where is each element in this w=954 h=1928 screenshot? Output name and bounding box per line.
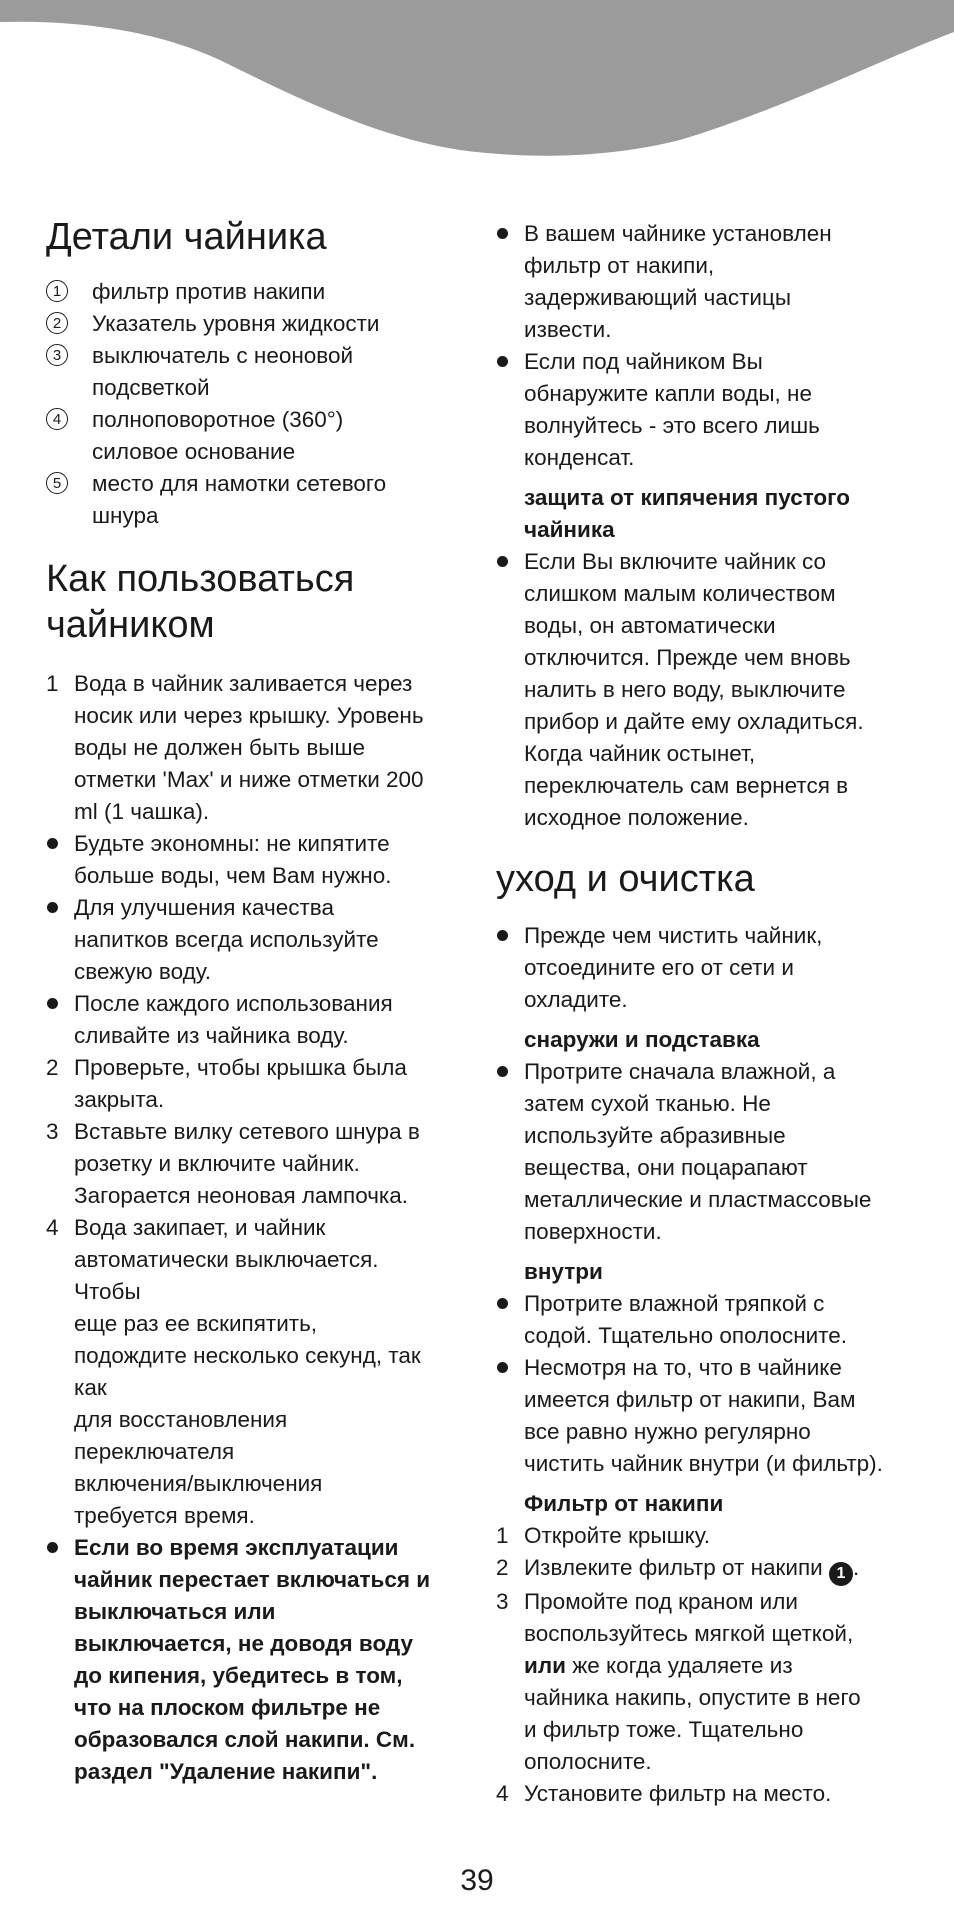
item-line: задерживающий частицы xyxy=(524,285,792,310)
parts-item-line: подсветкой xyxy=(92,375,210,400)
item-line: Вставьте вилку сетевого шнура в xyxy=(74,1119,420,1144)
numbered-item xyxy=(46,668,464,828)
parts-title: Детали чайника xyxy=(46,216,327,258)
bullet-icon xyxy=(497,556,508,567)
item-line: подождите несколько секунд, так xyxy=(74,1343,421,1368)
item-line: Несмотря на то, что в чайнике xyxy=(524,1355,842,1380)
item-line: Вода в чайник заливается через xyxy=(74,671,413,696)
item-line: охладите. xyxy=(524,987,628,1012)
circled-number: 4 xyxy=(46,408,68,430)
item-line: Протрите влажной тряпкой с xyxy=(524,1291,825,1316)
step-line: ополосните. xyxy=(524,1749,652,1774)
filter-step xyxy=(496,1552,914,1586)
dry-boil-list xyxy=(496,546,914,834)
step-number: 3 xyxy=(46,1119,59,1144)
step-number: 4 xyxy=(46,1215,59,1240)
step-line-rest: же когда удаляете из xyxy=(565,1653,793,1678)
parts-list xyxy=(46,276,464,532)
item-line: выключаться или xyxy=(74,1599,276,1624)
item-line: содой. Тщательно ополосните. xyxy=(524,1323,848,1348)
bullet-item xyxy=(496,346,914,474)
item-line: обнаружите капли воды, не xyxy=(524,381,812,406)
item-line: воды, он автоматически xyxy=(524,613,776,638)
item-line: автоматически выключается. xyxy=(74,1247,379,1272)
outside-heading: снаружи и подставка xyxy=(524,1027,760,1052)
bullet-icon xyxy=(497,1066,508,1077)
right-column xyxy=(496,218,914,1810)
item-line: конденсат. xyxy=(524,445,635,470)
step-number: 1 xyxy=(46,671,59,696)
circled-number: 5 xyxy=(46,472,68,494)
step-line xyxy=(524,1650,914,1682)
item-line: отсоедините его от сети и xyxy=(524,955,794,980)
item-line: Когда чайник остынет, xyxy=(524,741,756,766)
bullet-item xyxy=(46,988,464,1052)
bullet-item xyxy=(496,1352,914,1480)
filter-step xyxy=(496,1520,914,1552)
item-line: Если под чайником Вы xyxy=(524,349,763,374)
item-line: свежую воду. xyxy=(74,959,211,984)
item-line: воды не должен быть выше xyxy=(74,735,366,760)
bullet-icon xyxy=(497,1298,508,1309)
page-number: 39 xyxy=(460,1864,494,1897)
item-line: Будьте экономны: не кипятите xyxy=(74,831,390,856)
bullet-icon xyxy=(497,356,508,367)
item-line: отключится. Прежде чем вновь xyxy=(524,645,851,670)
item-line: напитков всегда используйте xyxy=(74,927,379,952)
bullet-item xyxy=(46,828,464,892)
bullet-icon xyxy=(497,1362,508,1373)
item-line: для восстановления xyxy=(74,1407,288,1432)
item-line: как xyxy=(74,1375,107,1400)
numbered-item xyxy=(46,1116,464,1212)
circled-number: 2 xyxy=(46,312,68,334)
item-line: прибор и дайте ему охладиться. xyxy=(524,709,864,734)
care-intro xyxy=(496,920,914,1016)
step-line: Промойте под краном или xyxy=(524,1589,798,1614)
item-line: В вашем чайнике установлен xyxy=(524,221,832,246)
bullet-icon xyxy=(47,838,58,849)
numbered-item xyxy=(46,1052,464,1116)
usage-title xyxy=(46,556,464,648)
item-line: что на плоском фильтре не xyxy=(74,1695,381,1720)
bullet-icon xyxy=(497,228,508,239)
step-text: Извлеките фильтр от накипи xyxy=(524,1555,823,1580)
item-line: до кипения, убедитесь в том, xyxy=(74,1663,403,1688)
item-line: Чтобы xyxy=(74,1279,141,1304)
bullet-item xyxy=(46,1532,464,1788)
item-line: образовался слой накипи. См. xyxy=(74,1727,416,1752)
header-wave-decoration xyxy=(0,0,954,160)
step-emphasis: или xyxy=(524,1653,566,1678)
item-line: больше воды, чем Вам нужно. xyxy=(74,863,392,888)
item-line: слишком малым количеством xyxy=(524,581,836,606)
bullet-icon xyxy=(47,1542,58,1553)
inside-heading: внутри xyxy=(524,1259,603,1284)
item-line: розетку и включите чайник. xyxy=(74,1151,360,1176)
usage-title-line: чайником xyxy=(46,604,215,646)
bullet-item xyxy=(496,1288,914,1352)
filter-info-list xyxy=(496,218,914,474)
item-line: Прежде чем чистить чайник, xyxy=(524,923,823,948)
circled-number: 1 xyxy=(46,280,68,302)
parts-item-line: Указатель уровня жидкости xyxy=(92,311,380,336)
item-line: Если во время эксплуатации xyxy=(74,1535,399,1560)
care-title: уход и очистка xyxy=(496,858,755,900)
step-text: Установите фильтр на место. xyxy=(524,1781,832,1806)
bullet-item xyxy=(496,218,914,346)
item-line: носик или через крышку. Уровень xyxy=(74,703,424,728)
item-line: Если Вы включите чайник со xyxy=(524,549,826,574)
parts-item-line: шнура xyxy=(92,503,159,528)
filter-step xyxy=(496,1586,914,1778)
step-line: воспользуйтесь мягкой щеткой, xyxy=(524,1621,854,1646)
item-line: чайник перестает включаться и xyxy=(74,1567,431,1592)
parts-item-line: фильтр против накипи xyxy=(92,279,326,304)
item-line: выключается, не доводя воду xyxy=(74,1631,413,1656)
usage-list xyxy=(46,668,464,1788)
numbered-item xyxy=(46,1212,464,1532)
item-line: Протрите сначала влажной, а xyxy=(524,1059,836,1084)
filter-heading: Фильтр от накипи xyxy=(524,1491,724,1516)
item-line: затем сухой тканью. Не xyxy=(524,1091,771,1116)
dry-boil-heading-line: защита от кипячения пустого xyxy=(524,485,850,510)
item-line: ml (1 чашка). xyxy=(74,799,210,824)
parts-item-line: полноповоротное (360°) xyxy=(92,407,344,432)
parts-list-item xyxy=(46,468,464,532)
item-line: волнуйтесь - это всего лишь xyxy=(524,413,820,438)
parts-item-line: выключатель с неоновой xyxy=(92,343,354,368)
step-text: Откройте крышку. xyxy=(524,1523,710,1548)
item-line: Проверьте, чтобы крышка была xyxy=(74,1055,407,1080)
item-line: исходное положение. xyxy=(524,805,749,830)
bullet-icon xyxy=(497,930,508,941)
item-line: отметки 'Max' и ниже отметки 200 xyxy=(74,767,424,792)
step-text-end: . xyxy=(852,1555,860,1580)
step-number: 1 xyxy=(496,1523,509,1548)
dry-boil-heading-line: чайника xyxy=(524,517,615,542)
parts-list-item xyxy=(46,308,464,340)
item-line: используйте абразивные xyxy=(524,1123,786,1148)
usage-title-line: Как пользоваться xyxy=(46,558,355,600)
bullet-icon xyxy=(47,902,58,913)
inside-list xyxy=(496,1288,914,1480)
item-line: переключателя xyxy=(74,1439,235,1464)
bullet-item xyxy=(496,546,914,834)
item-line: все равно нужно регулярно xyxy=(524,1419,811,1444)
filter-steps xyxy=(496,1520,914,1810)
parts-item-line: силовое основание xyxy=(92,439,296,464)
item-line: имеется фильтр от накипи, Вам xyxy=(524,1387,856,1412)
bullet-item xyxy=(496,920,914,1016)
item-line: еще раз ее вскипятить, xyxy=(74,1311,318,1336)
item-line: сливайте из чайника воду. xyxy=(74,1023,349,1048)
left-column xyxy=(46,214,464,1788)
item-line: Для улучшения качества xyxy=(74,895,335,920)
item-line: переключатель сам вернется в xyxy=(524,773,849,798)
item-line: налить в него воду, выключите xyxy=(524,677,846,702)
parts-list-item xyxy=(46,340,464,404)
parts-list-item xyxy=(46,404,464,468)
step-number: 2 xyxy=(496,1555,509,1580)
item-line: вещества, они поцарапают xyxy=(524,1155,808,1180)
item-line: фильтр от накипи, xyxy=(524,253,715,278)
item-line: закрыта. xyxy=(74,1087,165,1112)
item-line: Загорается неоновая лампочка. xyxy=(74,1183,409,1208)
step-line: чайника накипь, опустите в него xyxy=(524,1685,861,1710)
parts-list-item xyxy=(46,276,464,308)
bullet-item xyxy=(46,892,464,988)
step-number: 2 xyxy=(46,1055,59,1080)
item-line: металлические и пластмассовые xyxy=(524,1187,872,1212)
item-line: включения/выключения xyxy=(74,1471,323,1496)
item-line: чистить чайник внутри (и фильтр). xyxy=(524,1451,883,1476)
dry-boil-heading xyxy=(496,482,914,546)
step-number: 4 xyxy=(496,1781,509,1806)
step-number: 3 xyxy=(496,1589,509,1614)
item-line: После каждого использования xyxy=(74,991,393,1016)
circled-number: 3 xyxy=(46,344,68,366)
filter-step xyxy=(496,1778,914,1810)
bullet-item xyxy=(496,1056,914,1248)
item-line: извести. xyxy=(524,317,612,342)
bullet-icon xyxy=(47,998,58,1009)
item-line: Вода закипает, и чайник xyxy=(74,1215,326,1240)
step-line: и фильтр тоже. Тщательно xyxy=(524,1717,804,1742)
parts-item-line: место для намотки сетевого xyxy=(92,471,387,496)
item-line: поверхности. xyxy=(524,1219,662,1244)
item-line: требуется время. xyxy=(74,1503,255,1528)
part-number-badge: 1 xyxy=(829,1562,853,1586)
outside-list xyxy=(496,1056,914,1248)
item-line: раздел "Удаление накипи". xyxy=(74,1759,378,1784)
